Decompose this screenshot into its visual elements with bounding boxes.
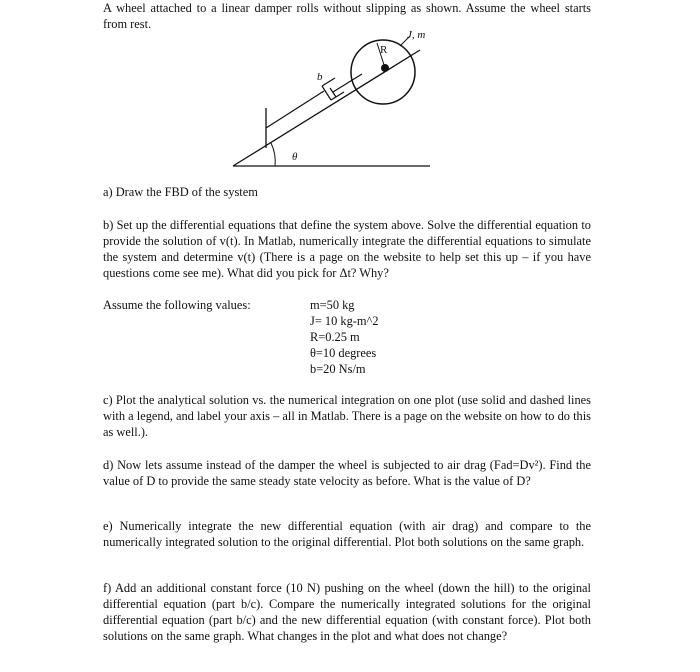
values-heading: Assume the following values:	[103, 298, 251, 312]
label-Jm: J, m	[407, 29, 426, 41]
values-list	[310, 297, 379, 377]
incline-surface	[233, 50, 420, 166]
label-theta: θ	[292, 151, 298, 163]
value-theta: θ=10 degrees	[310, 346, 377, 360]
intro-text: A wheel attached to a linear damper rolls without slipping as shown. Assume the wheel starts from rest.	[103, 1, 591, 31]
value-b: b=20 Ns/m	[310, 362, 366, 376]
part-b-text: b) Set up the differential equations that define the system above. Solve the differential equation to provide the solution of v(t). In Matlab, numerically integrate the differential equations to simulate the system and determine v(t) (There is a page on the website to help set this up – if you have questions come see me). What did you pick for Δt? Why?	[103, 218, 591, 280]
part-e-text: e) Numerically integrate the new differential equation (with air drag) and compare to the numerically integrated solution to the original differential. Plot both solutions on the same graph.	[103, 519, 591, 549]
part-d-text: d) Now lets assume instead of the damper the wheel is subjected to air drag (Fad=Dv²). Find the value of D to provide the same steady state velocity as before. What is the value of D?	[103, 458, 591, 488]
label-R: R	[380, 44, 388, 56]
part-f-text: f) Add an additional constant force (10 N) pushing on the wheel (down the hill) to the original differential equation (part b/c). Compare the numerically integrated solutions for the original differential equation (part b/c) and the new differential equation (with constant force). Plot both solutions on the same graph. What changes in the plot and what does not change?	[103, 581, 591, 643]
part-c-text: c) Plot the analytical solution vs. the numerical integration on one plot (use solid and dashed lines with a legend, and label your axis – all in Matlab. There is a page on the website on how to do this as well.).	[103, 393, 591, 439]
value-R: R=0.25 m	[310, 330, 360, 344]
angle-arc	[271, 143, 275, 166]
value-J: J= 10 kg-m^2	[310, 314, 379, 328]
damper-rod	[266, 91, 324, 128]
value-m: m=50 kg	[310, 298, 355, 312]
part-a-text: a) Draw the FBD of the system	[103, 185, 258, 199]
damper-piston	[330, 88, 336, 97]
damper-cylinder	[322, 78, 344, 100]
label-b: b	[317, 71, 323, 83]
